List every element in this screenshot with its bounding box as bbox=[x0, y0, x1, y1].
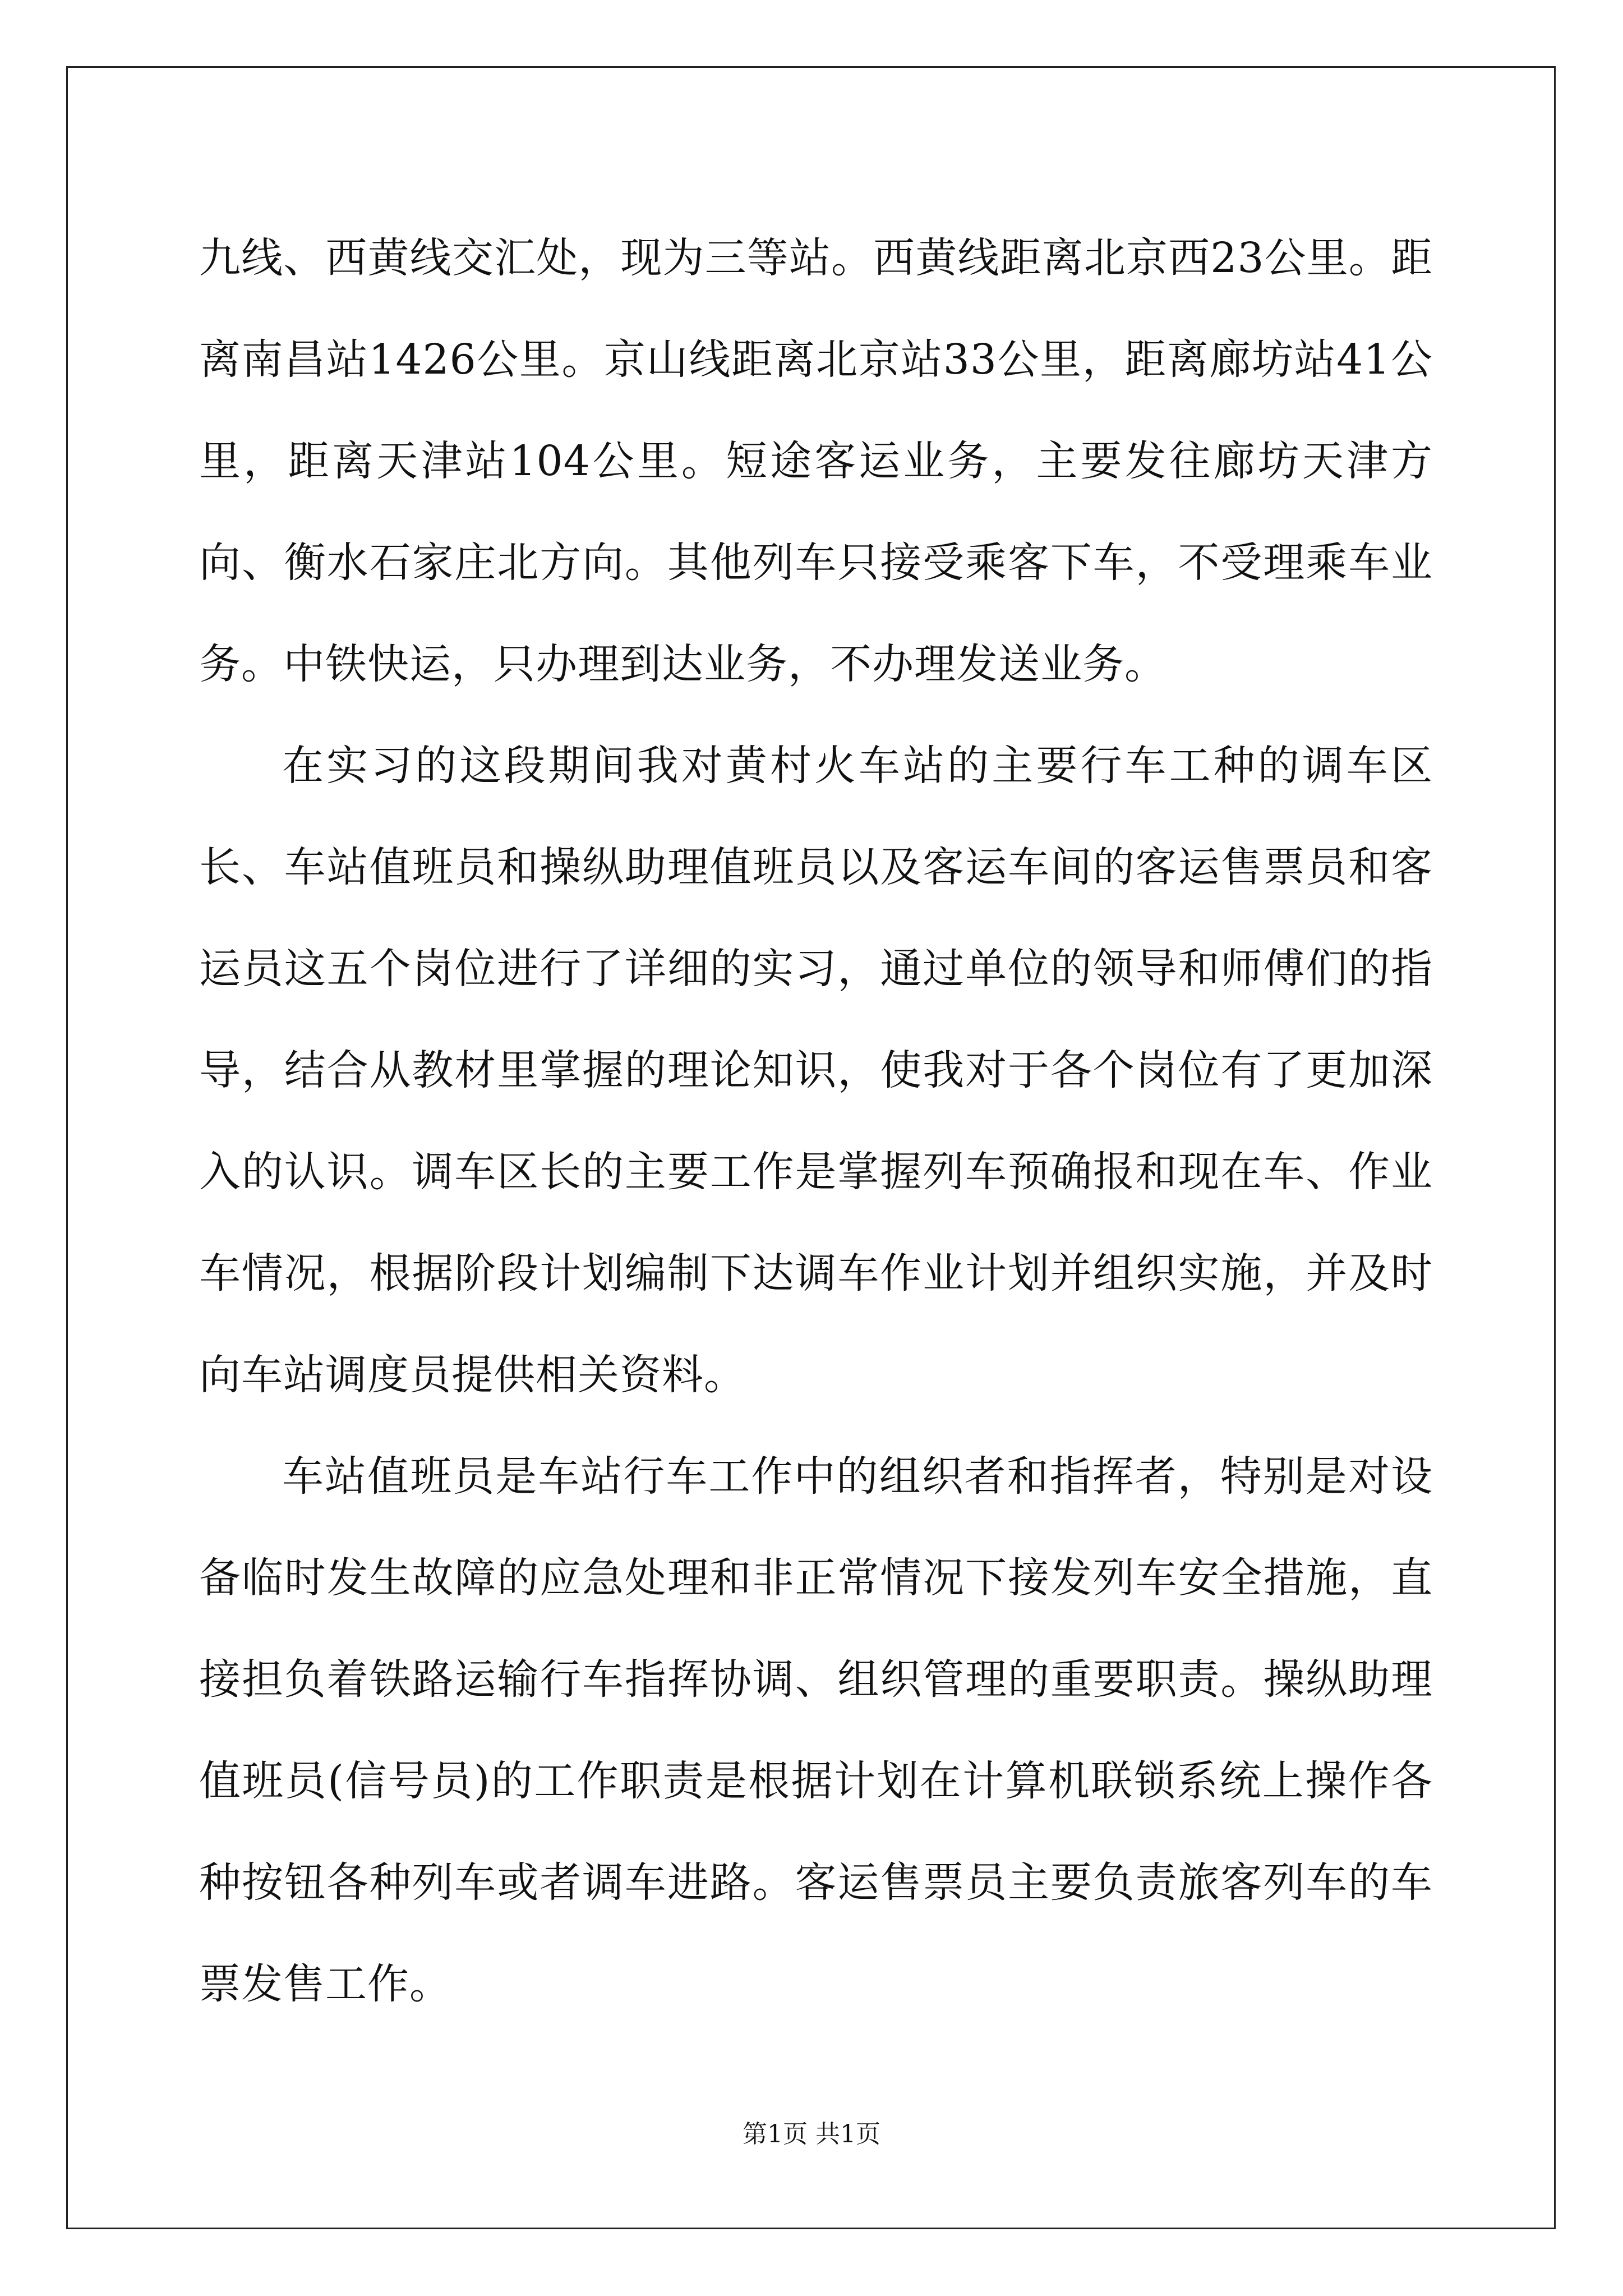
paragraph-3: 车站值班员是车站行车工作中的组织者和指挥者，特别是对设备临时发生故障的应急处理和非正常情况下接发列车安全措施，直接担负着铁路运输行车指挥协调、组织管理的重要职责。操纵助理值班员(信号员)的工作职责是根据计划在计算机联锁系统上操作各种按钮各种列车或者调车进路。客运售票员主要负责旅客列车的车票发售工作。 bbox=[199, 1452, 1433, 2008]
page-footer: 第1页 共1页 bbox=[743, 2120, 880, 2148]
paragraph-1: 九线、西黄线交汇处，现为三等站。西黄线距离北京西23公里。距离南昌站1426公里。京山线距离北京站33公里，距离廊坊站41公里，距离天津站104公里。短途客运业务，主要发往廊坊天津方向、衡水石家庄北方向。其他列车只接受乘客下车，不受理乘车业务。中铁快运，只办理到达业务，不办理发送业务。 bbox=[199, 234, 1433, 688]
paragraph-2: 在实习的这段期间我对黄村火车站的主要行车工种的调车区长、车站值班员和操纵助理值班员以及客运车间的客运售票员和客运员这五个岗位进行了详细的实习，通过单位的领导和师傅们的指导，结合从教材里掌握的理论知识，使我对于各个岗位有了更加深入的认识。调车区长的主要工作是掌握列车预确报和现在车、作业车情况，根据阶段计划编制下达调车作业计划并组织实施，并及时向车站调度员提供相关资料。 bbox=[199, 742, 1433, 1399]
document-body bbox=[199, 208, 1433, 2035]
